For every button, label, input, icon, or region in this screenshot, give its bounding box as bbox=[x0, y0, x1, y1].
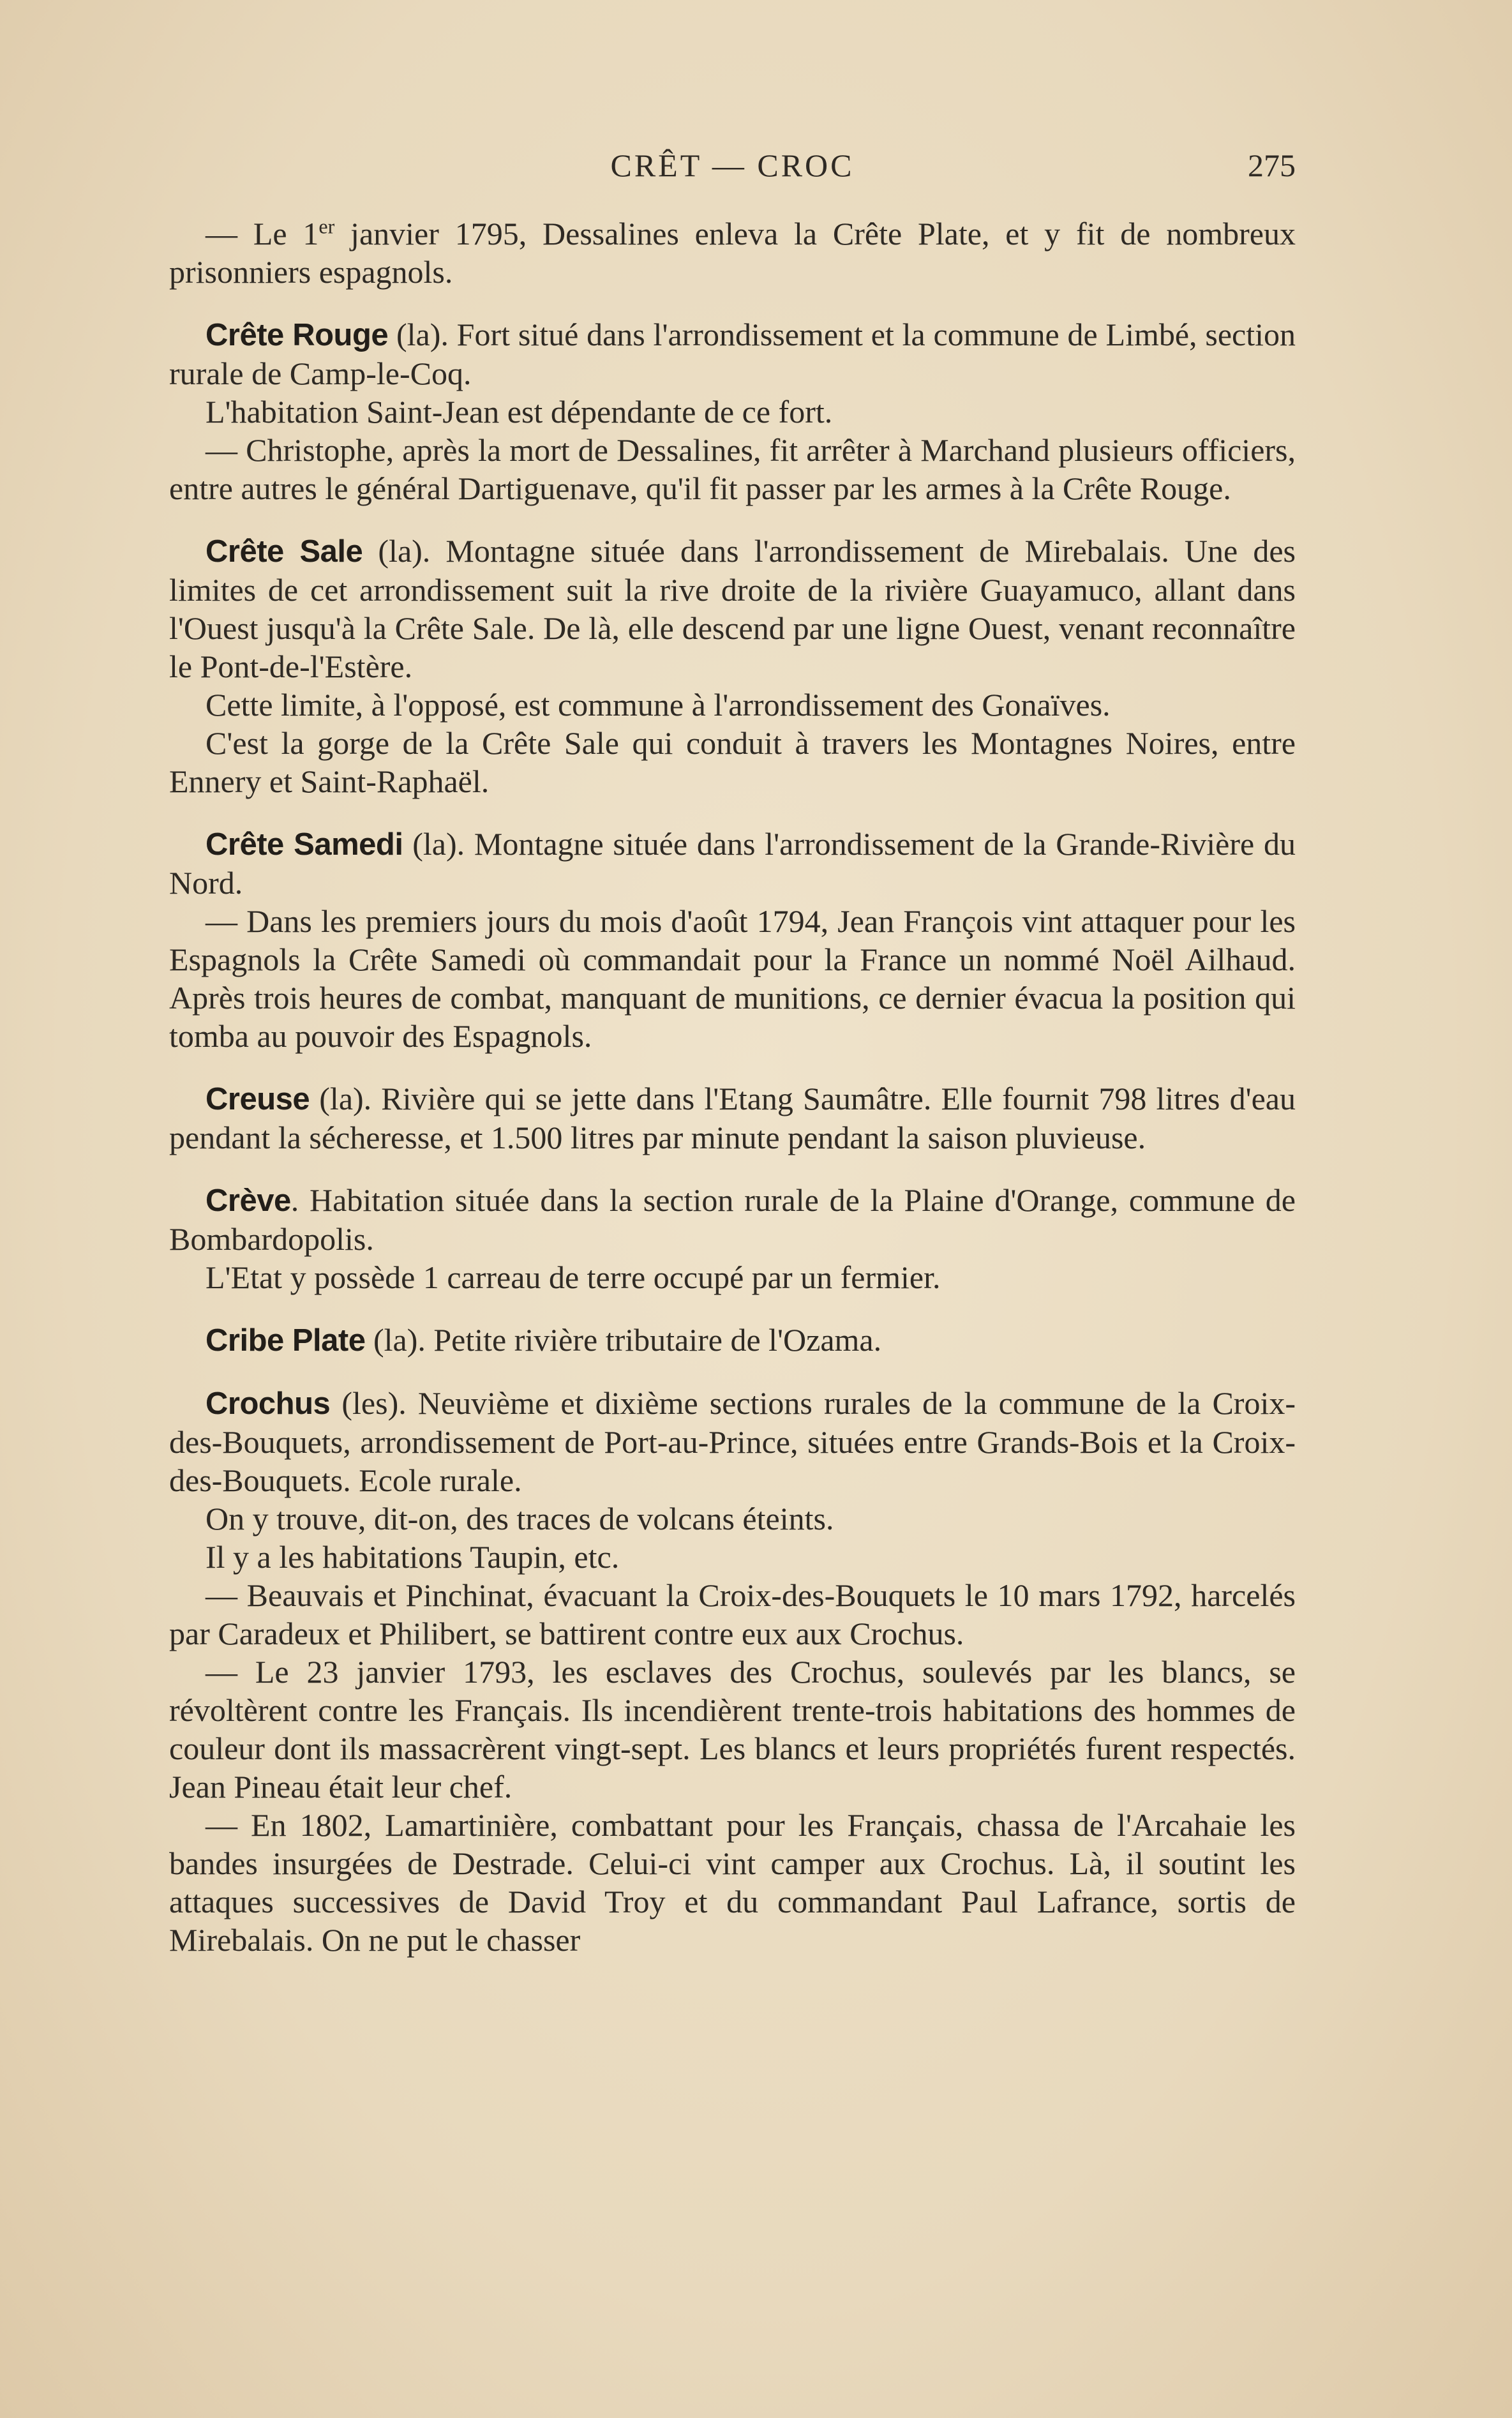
entry-crete-samedi bbox=[169, 825, 1296, 1055]
paragraph: — En 1802, Lamartinière, combattant pour les Français, chassa de l'Arcahaie les bandes insurgées de Destrade. Celui-ci vint camper aux Crochus. Là, il soutint les attaques successives de David Troy et du commandant Paul Lafrance, sortis de Mirebalais. On ne put le chasser bbox=[169, 1807, 1296, 1958]
paragraph: — Dans les premiers jours du mois d'août 1794, Jean François vint attaquer pour les Espagnols la Crête Samedi où commandait pour la France un nommé Noël Ailhaud. Après trois heures de combat, manquant de munitions, ce dernier évacua la position qui tomba au pouvoir des Espagnols. bbox=[169, 903, 1296, 1054]
page bbox=[169, 147, 1296, 1983]
headword: Crête Samedi bbox=[206, 827, 403, 862]
paragraph: Cribe Plate (la). Petite rivière tributaire de l'Ozama. bbox=[206, 1322, 882, 1358]
paragraph: — Christophe, après la mort de Dessalines, fit arrêter à Marchand plusieurs officiers, entre autres le général Dartiguenave, qu'il fit passer par les armes à la Crête Rouge. bbox=[169, 432, 1296, 506]
paragraph: C'est la gorge de la Crête Sale qui conduit à travers les Montagnes Noires, entre Ennery et Saint-Raphaël. bbox=[169, 725, 1296, 799]
entry-continuation bbox=[169, 214, 1296, 291]
paragraph: Cette limite, à l'opposé, est commune à l'arrondissement des Gonaïves. bbox=[206, 687, 1111, 723]
headword: Crève bbox=[206, 1183, 291, 1218]
headword: Crête Sale bbox=[206, 534, 363, 569]
paragraph: — Le 1er janvier 1795, Dessalines enleva la Crête Plate, et y fit de nombreux prisonniers espagnols. bbox=[169, 214, 1296, 290]
paragraph: Il y a les habitations Taupin, etc. bbox=[206, 1539, 620, 1575]
running-title: CRÊT — CROC bbox=[610, 147, 855, 183]
paragraph: — Beauvais et Pinchinat, évacuant la Croix-des-Bouquets le 10 mars 1792, harcelés par Caradeux et Philibert, se battirent contre eux aux Crochus. bbox=[169, 1577, 1296, 1651]
paragraph: L'Etat y possède 1 carreau de terre occupé par un fermier. bbox=[206, 1259, 941, 1295]
page-number: 275 bbox=[1248, 147, 1296, 183]
paragraph: Crève. Habitation située dans la section rurale de la Plaine d'Orange, commune de Bombardopolis. bbox=[169, 1182, 1296, 1257]
headword: Cribe Plate bbox=[206, 1323, 366, 1358]
page-header bbox=[169, 147, 1296, 198]
paragraph: On y trouve, dit-on, des traces de volcans éteints. bbox=[206, 1501, 834, 1536]
paragraph: Crête Samedi (la). Montagne située dans l'arrondissement de la Grande-Rivière du Nord. bbox=[169, 826, 1296, 901]
headword: Creuse bbox=[206, 1082, 310, 1116]
ordinal-superscript: er bbox=[318, 214, 335, 238]
paragraph: — Le 23 janvier 1793, les esclaves des Crochus, soulevés par les blancs, se révoltèrent contre les Français. Ils incendièrent trente-trois habitations des hommes de couleur dont ils massacrèrent vingt-sept. Les blancs et leurs propriétés furent respectés. Jean Pineau était leur chef. bbox=[169, 1654, 1296, 1805]
entry-crete-rouge bbox=[169, 315, 1296, 507]
headword: Crochus bbox=[206, 1386, 331, 1421]
entry-crochus bbox=[169, 1384, 1296, 1959]
entry-creuse bbox=[169, 1079, 1296, 1157]
paragraph: Crochus (les). Neuvième et dixième sections rurales de la commune de la Croix-des-Bouquets, arrondissement de Port-au-Prince, situées entre Grands-Bois et la Croix-des-Bouquets. Ecole rurale. bbox=[169, 1385, 1296, 1498]
entry-crete-sale bbox=[169, 532, 1296, 800]
paragraph: Crête Rouge (la). Fort situé dans l'arrondissement et la commune de Limbé, section rurale de Camp-le-Coq. bbox=[169, 317, 1296, 391]
entry-creve bbox=[169, 1181, 1296, 1296]
paragraph: L'habitation Saint-Jean est dépendante de ce fort. bbox=[206, 394, 833, 430]
entry-cribe-plate bbox=[169, 1321, 1296, 1360]
paragraph: Creuse (la). Rivière qui se jette dans l'Etang Saumâtre. Elle fournit 798 litres d'eau pendant la sécheresse, et 1.500 litres par minute pendant la saison pluvieuse. bbox=[169, 1081, 1296, 1155]
headword: Crête Rouge bbox=[206, 318, 389, 352]
paragraph: Crête Sale (la). Montagne située dans l'arrondissement de Mirebalais. Une des limites de cet arrondissement suit la rive droite de la rivière Guayamuco, allant dans l'Ouest jusqu'à la Crête Sale. De là, elle descend par une ligne Ouest, venant reconnaître le Pont-de-l'Estère. bbox=[169, 533, 1296, 684]
